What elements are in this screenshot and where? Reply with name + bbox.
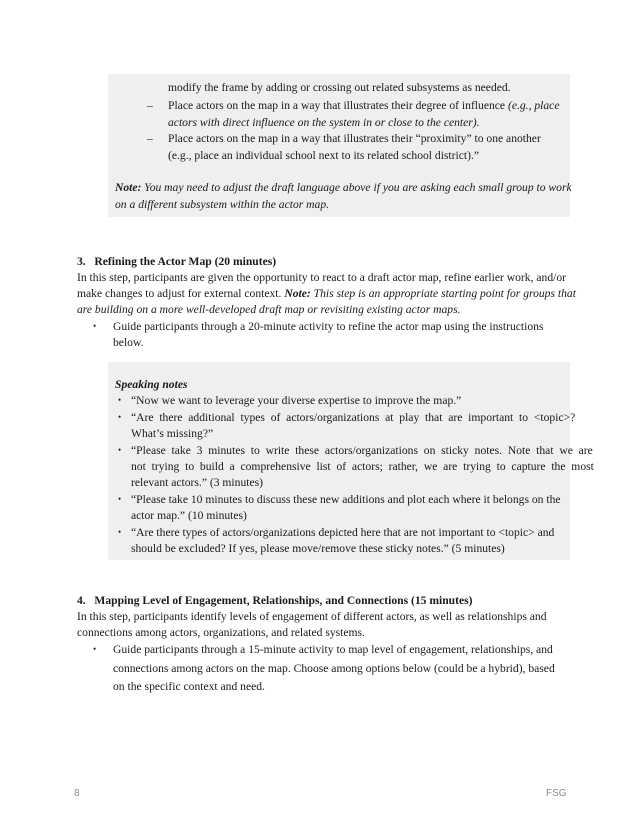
box-bullet-line: Place actors on the map in a way that illustrates their degree of influence (e.g., place: [168, 99, 560, 112]
note-item: not trying to build a comprehensive list of actors; rather, we are trying to capture the most: [131, 460, 594, 473]
bullet-line: connections among actors on the map. Choose among options below (could be a hybrid), based: [113, 662, 555, 675]
bullet-line: on the specific context and need.: [113, 680, 265, 693]
note-item: “Now we want to leverage your diverse expertise to improve the map.”: [131, 394, 462, 407]
note-item: actor map.” (10 minutes): [131, 509, 247, 522]
note-item: “Are there types of actors/organizations depicted here that are not important to <topic> and: [131, 526, 555, 539]
bullet: •: [118, 527, 122, 537]
note-item: should be excluded? If yes, please move/remove these sticky notes.” (5 minutes): [131, 542, 505, 555]
note-item: “Please take 3 minutes to write these actors/organizations on sticky notes. Note that we are: [131, 444, 593, 457]
bullet-line: below.: [113, 336, 144, 349]
paragraph-line: In this step, participants are given the opportunity to react to a draft actor map, refine earlier work, and/or: [77, 271, 567, 284]
paragraph-line: are building on a more well-developed draft map or revisiting existing actor maps.: [77, 303, 461, 316]
paragraph-line: make changes to adjust for external context. Note: This step is an appropriate starting point for groups that: [77, 287, 576, 300]
paragraph-line: In this step, participants identify levels of engagement of different actors, as well as relationships and: [77, 610, 547, 623]
bullet: •: [118, 494, 122, 504]
note-item: “Please take 10 minutes to discuss these new additions and plot each where it belongs on the: [131, 493, 561, 506]
note-line: Note: You may need to adjust the draft language above if you are asking each small group to work: [115, 181, 572, 194]
page-number: 8: [74, 788, 80, 799]
bullet-line: Guide participants through a 15-minute activity to map level of engagement, relationships, and: [113, 643, 553, 656]
bullet: •: [118, 395, 122, 405]
box-bullet-line: actors with direct influence on the system in or close to the center).: [168, 116, 480, 129]
note-item: What’s missing?”: [131, 427, 214, 440]
box-bullet-line: Place actors on the map in a way that illustrates their “proximity” to one another: [168, 132, 541, 145]
paragraph-line: connections among actors, organizations, and related systems.: [77, 626, 365, 639]
box-bullet-line: (e.g., place an individual school next to its related school district).”: [168, 149, 480, 162]
dash-bullet: –: [147, 132, 153, 145]
bullet: •: [118, 412, 122, 422]
section-heading: 3. Refining the Actor Map (20 minutes): [77, 255, 277, 268]
speaking-notes-title: Speaking notes: [115, 378, 188, 391]
note-line: on a different subsystem within the actor map.: [115, 198, 330, 211]
bullet: •: [93, 321, 97, 331]
bullet: •: [93, 644, 97, 654]
footer-org: FSG: [546, 788, 567, 799]
section-heading: 4. Mapping Level of Engagement, Relationships, and Connections (15 minutes): [77, 594, 473, 607]
bullet-line: Guide participants through a 20-minute activity to refine the actor map using the instructions: [113, 320, 544, 333]
note-item: “Are there additional types of actors/organizations at play that are important to <topic>?: [131, 411, 576, 424]
box-line: modify the frame by adding or crossing out related subsystems as needed.: [168, 81, 511, 94]
note-item: relevant actors.” (3 minutes): [131, 476, 263, 489]
bullet: •: [118, 445, 122, 455]
dash-bullet: –: [147, 99, 153, 112]
